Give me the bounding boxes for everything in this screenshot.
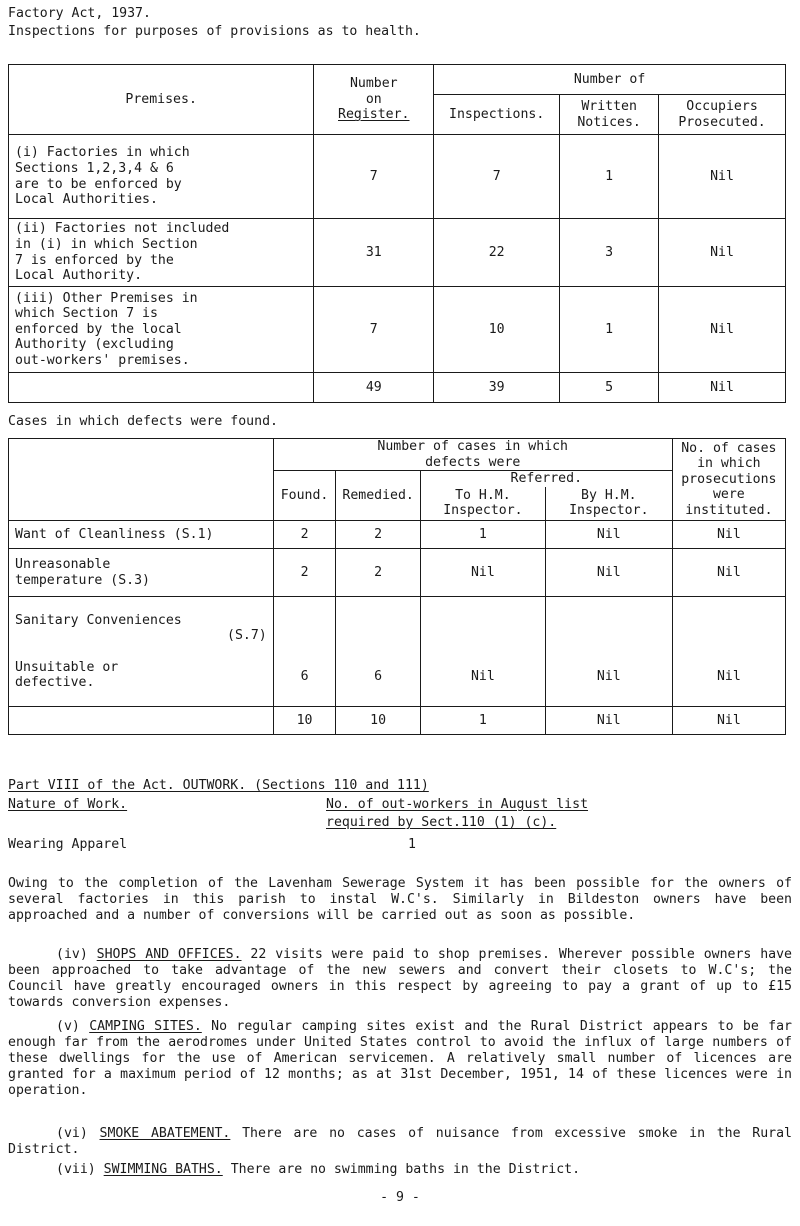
cell-found: 6 (273, 597, 336, 707)
header-prosecutions: No. of cases in which prosecutions were instituted. (672, 439, 785, 521)
row-ii-prosecuted: Nil (659, 219, 786, 287)
cell-found: 2 (273, 521, 336, 549)
header-written-notices: Written Notices. (560, 95, 659, 135)
totals-label (9, 707, 274, 735)
header-by-hm-inspector: By H.M. Inspector. (545, 487, 672, 521)
row-iii-notices: 1 (560, 287, 659, 373)
cell-to-hm: Nil (420, 549, 545, 597)
total-by-hm: Nil (545, 707, 672, 735)
row-i-prosecuted: Nil (659, 135, 786, 219)
totals-label (9, 373, 314, 403)
total-remedied: 10 (336, 707, 420, 735)
outwork-count: 1 (408, 837, 416, 852)
inspections-table (8, 64, 786, 403)
row-ii-register: 31 (314, 219, 434, 287)
header-number-on-register: Number on Register. (314, 65, 434, 135)
defects-table (8, 438, 786, 735)
cell-prosecutions: Nil (672, 521, 785, 549)
row-premises-iii: (iii) Other Premises in which Section 7 is enforced by the local Authority (excluding out-workers' premises. (9, 287, 314, 373)
cell-to-hm: 1 (420, 521, 545, 549)
row-iii-prosecuted: Nil (659, 287, 786, 373)
header-found: Found. (273, 471, 336, 521)
heading-defects: Cases in which defects were found. (8, 414, 278, 429)
cell-prosecutions: Nil (672, 597, 785, 707)
page-number: - 9 - (380, 1190, 420, 1205)
row-sanitary-conveniences: Sanitary Conveniences (S.7) Unsuitable or defective. (9, 597, 274, 707)
row-want-of-cleanliness: Want of Cleanliness (S.1) (9, 521, 274, 549)
header-inspections: Inspections. (434, 95, 560, 135)
row-iii-inspections: 10 (434, 287, 560, 373)
cell-to-hm: Nil (420, 597, 545, 707)
paragraph-sewerage: Owing to the completion of the Lavenham Sewerage System it has been possible for the owners of several factories in this parish to instal W.C's. Similarly in Bildeston owners have been approached and a number of conversions will be carried out as soon as possible. (8, 876, 792, 924)
paragraph-shops: (iv) SHOPS AND OFFICES. 22 visits were paid to shop premises. Wherever possible owners have been approached to take advantage of the new sewers and convert their closets to W.C's; the Council have greatly encouraged owners in this respect by agreeing to pay a grant of up to £15 towards conversion expenses. (8, 947, 792, 1011)
row-i-inspections: 7 (434, 135, 560, 219)
row-iii-register: 7 (314, 287, 434, 373)
paragraph-smoke: (vi) SMOKE ABATEMENT. There are no cases of nuisance from excessive smoke in the Rural District. (8, 1126, 792, 1158)
cell-remedied: 6 (336, 597, 420, 707)
row-i-notices: 1 (560, 135, 659, 219)
cell-prosecutions: Nil (672, 549, 785, 597)
label-nature-of-work: Nature of Work. (8, 797, 128, 812)
total-register: 49 (314, 373, 434, 403)
outwork-item: Wearing Apparel (8, 837, 128, 852)
header-remedied: Remedied. (336, 471, 420, 521)
total-to-hm: 1 (420, 707, 545, 735)
row-ii-inspections: 22 (434, 219, 560, 287)
row-unreasonable-temperature: Unreasonable temperature (S.3) (9, 549, 274, 597)
cell-by-hm: Nil (545, 549, 672, 597)
paragraph-swimming: (vii) SWIMMING BATHS. There are no swimming baths in the District. (56, 1162, 581, 1177)
header-blank (9, 439, 274, 521)
total-prosecuted: Nil (659, 373, 786, 403)
header-premises: Premises. (9, 65, 314, 135)
header-number-of-cases: Number of cases in which defects were (273, 439, 672, 471)
heading-inspections: Inspections for purposes of provisions as to health. (8, 24, 421, 39)
heading-part-viii: Part VIII of the Act. OUTWORK. (Sections 110 and 111) (8, 778, 429, 793)
cell-by-hm: Nil (545, 521, 672, 549)
row-ii-notices: 3 (560, 219, 659, 287)
header-referred: Referred. (420, 471, 672, 487)
total-notices: 5 (560, 373, 659, 403)
header-occupiers-prosecuted: Occupiers Prosecuted. (659, 95, 786, 135)
total-inspections: 39 (434, 373, 560, 403)
header-to-hm-inspector: To H.M. Inspector. (420, 487, 545, 521)
total-found: 10 (273, 707, 336, 735)
row-premises-i: (i) Factories in which Sections 1,2,3,4 & 6 are to be enforced by Local Authorities. (9, 135, 314, 219)
row-i-register: 7 (314, 135, 434, 219)
label-outworkers-line2: required by Sect.110 (1) (c). (326, 815, 557, 830)
header-number-of: Number of (434, 65, 786, 95)
cell-found: 2 (273, 549, 336, 597)
heading-act: Factory Act, 1937. (8, 6, 151, 21)
total-prosecutions: Nil (672, 707, 785, 735)
cell-remedied: 2 (336, 521, 420, 549)
cell-remedied: 2 (336, 549, 420, 597)
label-outworkers-line1: No. of out-workers in August list (326, 797, 589, 812)
paragraph-camping: (v) CAMPING SITES. No regular camping sites exist and the Rural District appears to be far enough far from the aerodromes under United States control to avoid the influx of large numbers of these dwellings for the use of American servicemen. A relatively small number of licences are granted for a maximum period of 12 months; as at 31st December, 1951, 14 of these licences were in operation. (8, 1019, 792, 1099)
cell-by-hm: Nil (545, 597, 672, 707)
row-premises-ii: (ii) Factories not included in (i) in which Section 7 is enforced by the Local Authority. (9, 219, 314, 287)
